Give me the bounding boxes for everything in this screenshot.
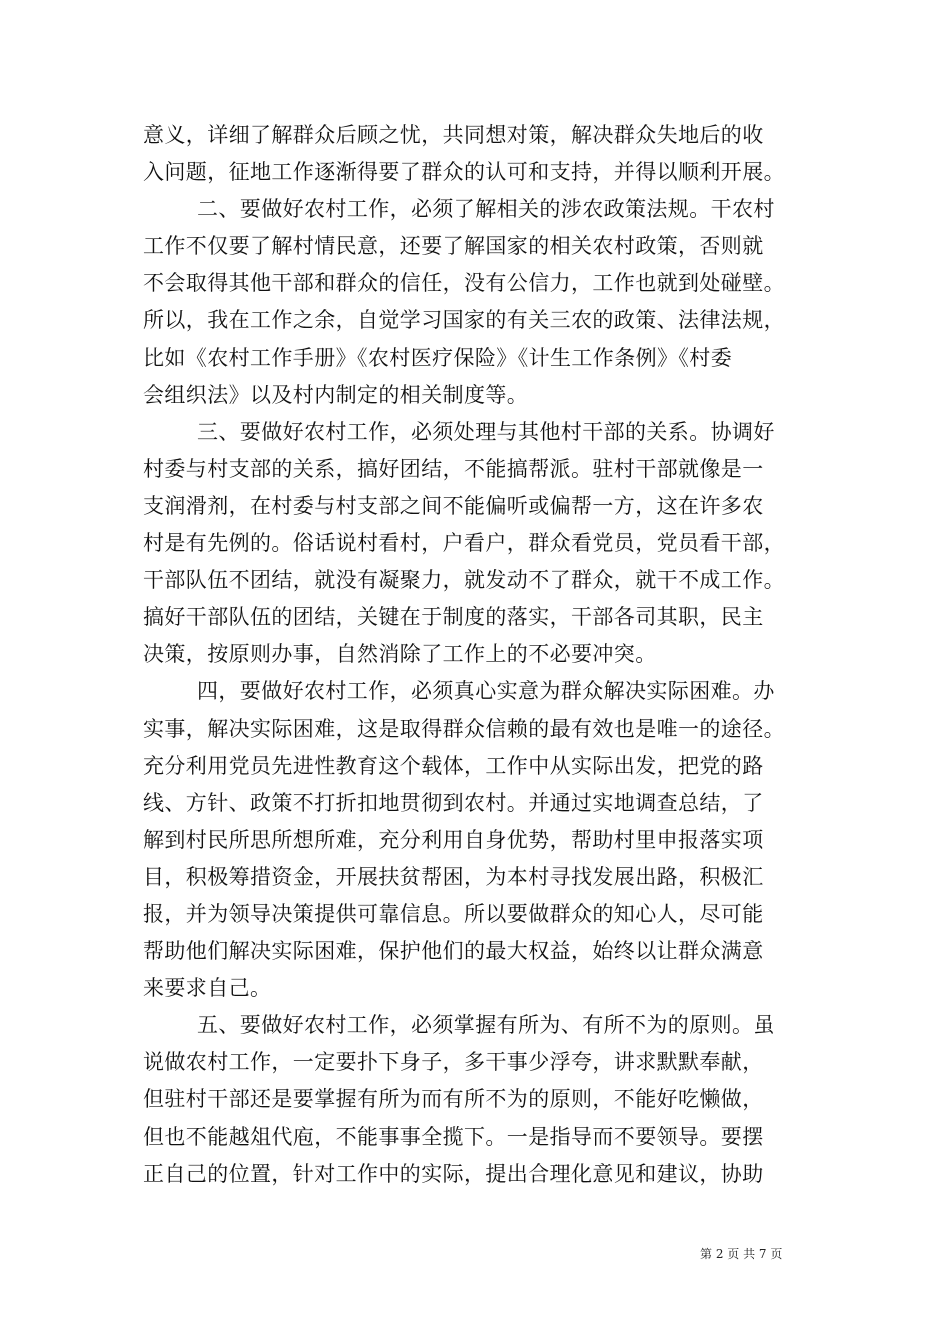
text-line: 会组织法》以及村内制定的相关制度等。 (143, 382, 529, 407)
text-line: 目，积极筹措资金，开展扶贫帮困，为本村寻找发展出路，积极汇 (143, 864, 764, 889)
text-line: 意义，详细了解群众后顾之忧，共同想对策，解决群众失地后的收 (143, 123, 764, 147)
text-line: 四，要做好农村工作，必须真心实意为群众解决实际困难。办 (197, 679, 775, 704)
text-line: 搞好干部队伍的团结，关键在于制度的落实，干部各司其职，民主 (143, 605, 764, 630)
text-line: 三、要做好农村工作，必须处理与其他村干部的关系。协调好 (197, 419, 775, 444)
text-line: 不会取得其他干部和群众的信任，没有公信力，工作也就到处碰壁。 (143, 271, 785, 296)
text-line: 二、要做好农村工作，必须了解相关的涉农政策法规。干农村 (197, 197, 775, 222)
text-line: 说做农村工作，一定要扑下身子，多干事少浮夸，讲求默默奉献， (143, 1050, 764, 1075)
text-line: 五、要做好农村工作，必须掌握有所为、有所不为的原则。虽 (197, 1013, 775, 1038)
text-line: 充分利用党员先进性教育这个载体，工作中从实际出发，把党的路 (143, 753, 764, 778)
text-line: 决策，按原则办事，自然消除了工作上的不必要冲突。 (143, 642, 657, 667)
text-line: 入问题，征地工作逐渐得要了群众的认可和支持，并得以顺利开展。 (143, 160, 785, 185)
text-line: 比如《农村工作手册》《农村医疗保险》《计生工作条例》《村委 (143, 345, 733, 370)
text-line: 支润滑剂，在村委与村支部之间不能偏听或偏帮一方，这在许多农 (143, 493, 764, 518)
text-line: 正自己的位置，针对工作中的实际，提出合理化意见和建议，协助 (143, 1161, 764, 1186)
text-line: 来要求自己。 (143, 976, 272, 1001)
text-line: 干部队伍不团结，就没有凝聚力，就发动不了群众，就干不成工作。 (143, 568, 785, 593)
text-line: 村委与村支部的关系，搞好团结，不能搞帮派。驻村干部就像是一 (143, 456, 764, 481)
text-line: 实事，解决实际困难，这是取得群众信赖的最有效也是唯一的途径。 (143, 716, 785, 741)
page-number: 第 2 页 共 7 页 (700, 1247, 783, 1261)
document-body (143, 117, 813, 1193)
text-line: 工作不仅要了解村情民意，还要了解国家的相关农村政策，否则就 (143, 234, 764, 259)
text-line: 解到村民所思所想所难，充分利用自身优势，帮助村里申报落实项 (143, 827, 764, 852)
text-line: 帮助他们解决实际困难，保护他们的最大权益，始终以让群众满意 (143, 939, 764, 964)
text-line: 线、方针、政策不打折扣地贯彻到农村。并通过实地调查总结，了 (143, 790, 764, 815)
text-line: 所以，我在工作之余，自觉学习国家的有关三农的政策、法律法规， (143, 308, 785, 333)
text-line: 但也不能越俎代庖，不能事事全揽下。一是指导而不要领导。要摆 (143, 1124, 764, 1149)
text-line: 但驻村干部还是要掌握有所为而有所不为的原则，不能好吃懒做， (143, 1087, 764, 1112)
text-line: 报，并为领导决策提供可靠信息。所以要做群众的知心人，尽可能 (143, 901, 764, 926)
text-line: 村是有先例的。俗话说村看村，户看户，群众看党员，党员看干部， (143, 531, 785, 556)
